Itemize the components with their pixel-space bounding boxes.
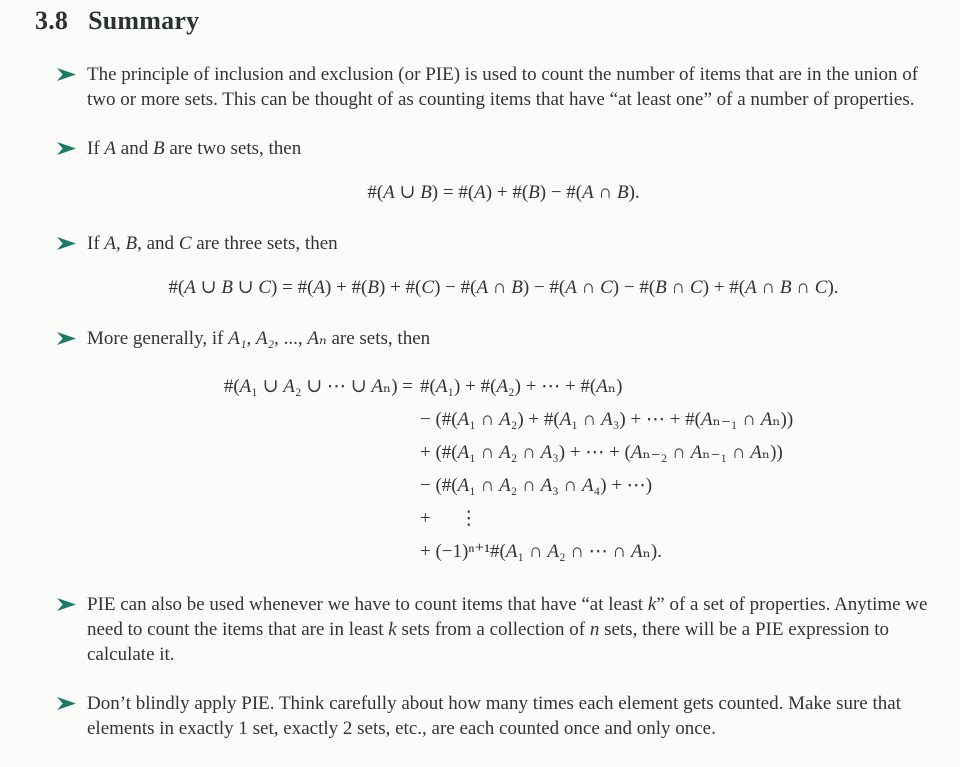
summary-bullet <box>57 326 930 568</box>
equation-lhs <box>224 469 413 502</box>
summary-bullet <box>57 136 930 207</box>
equation-line: + (#(A₁ ∩ A₂ ∩ A₃) + ⋯ + (Aₙ₋₂ ∩ Aₙ₋₁ ∩ Aₙ)) <box>420 442 783 463</box>
arrow-bullet-icon <box>57 697 76 710</box>
arrow-bullet-icon <box>57 68 76 81</box>
equation-lhs <box>224 535 413 568</box>
section-number: 3.8 <box>35 6 69 35</box>
section-title: Summary <box>88 6 200 35</box>
bullet-list <box>57 62 930 741</box>
bullet-text: The principle of inclusion and exclusion (or PIE) is used to count the number of items that are in the union of two or more sets. This can be thought of as counting items that have “at least one” of a number of properties. <box>87 64 919 110</box>
bullet-text: If A and B are two sets, then <box>87 138 302 159</box>
bullet-content <box>87 62 930 112</box>
bullet-text: PIE can also be used whenever we have to count items that have “at least k” of a set of properties. Anytime we need to count the items that are in least k sets from a collection of n sets, there will be a PIE expression to calculate it. <box>87 594 928 665</box>
equation: #(A ∪ B) = #(A) + #(B) − #(A ∩ B). <box>367 182 640 203</box>
bullet-content <box>87 691 930 741</box>
summary-bullet <box>57 231 930 302</box>
bullet-text: If A, B, and C are three sets, then <box>87 233 338 254</box>
summary-bullet <box>57 62 930 112</box>
section-heading <box>35 6 930 36</box>
arrow-bullet-icon <box>57 332 76 345</box>
equation-lhs: #(A₁ ∪ A₂ ∪ ⋯ ∪ Aₙ) = <box>223 376 413 397</box>
bullet-content <box>87 326 930 568</box>
arrow-bullet-icon <box>57 598 76 611</box>
arrow-bullet-icon <box>57 237 76 250</box>
bullet-text: More generally, if A₁, A₂, ..., Aₙ are sets, then <box>87 328 431 349</box>
summary-bullet <box>57 691 930 741</box>
equation-line: − (#(A₁ ∩ A₂ ∩ A₃ ∩ A₄) + ⋯) <box>420 475 653 496</box>
equation-line: + (−1)ⁿ⁺¹#(A₁ ∩ A₂ ∩ ⋯ ∩ Aₙ). <box>420 541 662 562</box>
equation-lhs <box>224 502 413 535</box>
equation-lhs <box>224 403 413 436</box>
equation-line: + ⋮ <box>420 508 479 529</box>
equation-line: − (#(A₁ ∩ A₂) + #(A₁ ∩ A₃) + ⋯ + #(Aₙ₋₁ ∩ Aₙ)) <box>420 409 794 430</box>
equation-line: #(A₁) + #(A₂) + ⋯ + #(Aₙ) <box>420 376 623 397</box>
bullet-content <box>87 231 930 302</box>
bullet-content <box>87 136 930 207</box>
arrow-bullet-icon <box>57 142 76 155</box>
bullet-content <box>87 592 930 667</box>
summary-bullet <box>57 592 930 667</box>
bullet-text: Don’t blindly apply PIE. Think carefully about how many times each element gets counted. Make sure that elements in exactly 1 set, exactly 2 sets, etc., are each counted once and only once. <box>87 693 901 739</box>
equation: #(A ∪ B ∪ C) = #(A) + #(B) + #(C) − #(A ∩ B) − #(A ∩ C) − #(B ∩ C) + #(A ∩ B ∩ C). <box>168 277 839 298</box>
equation-block <box>87 370 930 568</box>
equation-lhs <box>224 436 413 469</box>
